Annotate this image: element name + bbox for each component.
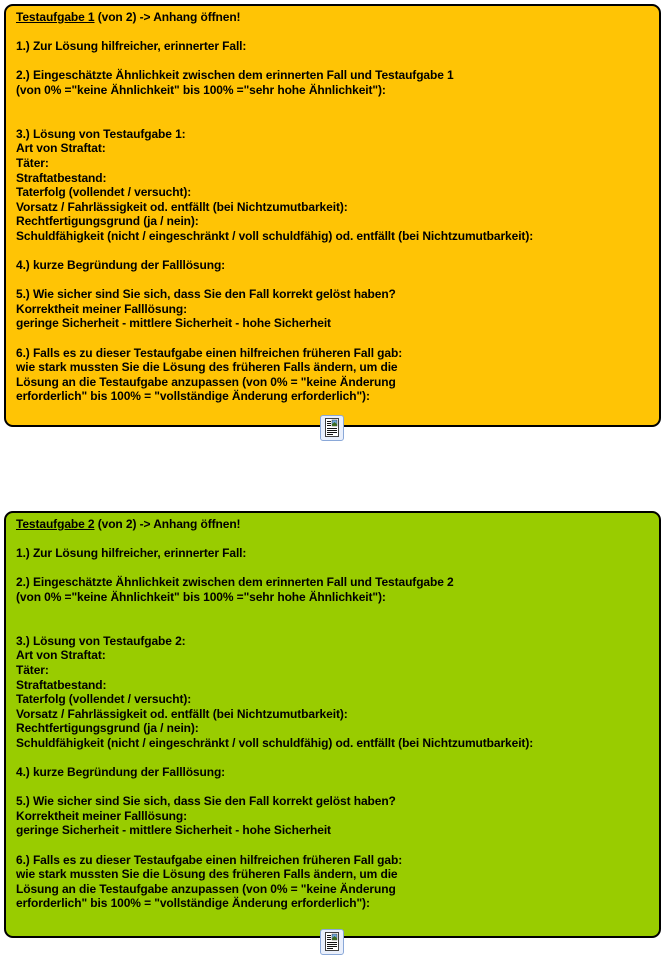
panel-title-rest: (von 2) -> Anhang öffnen!: [94, 10, 241, 24]
text-line: wie stark mussten Sie die Lösung des früheren Falls ändern, um die: [16, 867, 398, 882]
text-line: Korrektheit meiner Falllösung:: [16, 301, 188, 316]
document-attachment-icon: [320, 929, 344, 955]
panel-title-link: Testaufgabe 1: [16, 10, 95, 24]
testaufgabe-2-panel: [4, 511, 661, 938]
text-line: (von 0% ="keine Ähnlichkeit" bis 100% ="sehr hohe Ähnlichkeit"):: [16, 82, 386, 97]
text-line: Art von Straftat:: [16, 648, 106, 663]
text-line: Vorsatz / Fahrlässigkeit od. entfällt (bei Nichtzumutbarkeit):: [16, 199, 348, 214]
attachment-object-2[interactable]: [320, 929, 344, 955]
text-line: 5.) Wie sicher sind Sie sich, dass Sie den Fall korrekt gelöst haben?: [16, 794, 396, 809]
text-line: [16, 112, 649, 127]
text-line: Straftatbestand:: [16, 170, 107, 185]
text-line: [16, 244, 649, 259]
text-line: [16, 25, 649, 40]
text-line: Taterfolg (vollendet / versucht):: [16, 692, 192, 707]
text-line: [16, 98, 649, 113]
text-line: 3.) Lösung von Testaufgabe 1:: [16, 126, 186, 141]
text-line: geringe Sicherheit - mittlere Sicherheit - hohe Sicherheit: [16, 316, 331, 331]
text-line: [16, 619, 649, 634]
panel-body-lines: [16, 25, 649, 404]
text-line: geringe Sicherheit - mittlere Sicherheit - hohe Sicherheit: [16, 823, 331, 838]
text-line: Vorsatz / Fahrlässigkeit od. entfällt (bei Nichtzumutbarkeit):: [16, 706, 348, 721]
text-line: [16, 331, 649, 346]
text-line: [16, 54, 649, 69]
text-line: 6.) Falls es zu dieser Testaufgabe einen hilfreichen früheren Fall gab:: [16, 852, 403, 867]
panel-body-lines: [16, 532, 649, 911]
text-line: Korrektheit meiner Falllösung:: [16, 808, 188, 823]
text-line: (von 0% ="keine Ähnlichkeit" bis 100% ="sehr hohe Ähnlichkeit"):: [16, 589, 386, 604]
text-line: [16, 561, 649, 576]
text-line: Lösung an die Testaufgabe anzupassen (von 0% = "keine Änderung: [16, 374, 396, 389]
text-line: Täter:: [16, 155, 49, 170]
text-line: wie stark mussten Sie die Lösung des früheren Falls ändern, um die: [16, 360, 398, 375]
text-line: 3.) Lösung von Testaufgabe 2:: [16, 633, 186, 648]
text-line: Schuldfähigkeit (nicht / eingeschränkt / voll schuldfähig) od. entfällt (bei Nichtzumutbarkeit):: [16, 735, 534, 750]
text-line: 6.) Falls es zu dieser Testaufgabe einen hilfreichen früheren Fall gab:: [16, 345, 403, 360]
attachment-object-1[interactable]: [320, 415, 344, 441]
text-line: [16, 273, 649, 288]
document-attachment-icon: [320, 415, 344, 441]
text-line: erforderlich" bis 100% = "vollständige Änderung erforderlich"):: [16, 896, 370, 911]
text-line: Taterfolg (vollendet / versucht):: [16, 185, 192, 200]
text-line: Rechtfertigungsgrund (ja / nein):: [16, 214, 199, 229]
testaufgabe-1-panel: [4, 4, 661, 427]
text-line: Schuldfähigkeit (nicht / eingeschränkt / voll schuldfähig) od. entfällt (bei Nichtzumutbarkeit):: [16, 228, 534, 243]
text-line: 4.) kurze Begründung der Falllösung:: [16, 765, 226, 780]
text-line: 4.) kurze Begründung der Falllösung:: [16, 258, 226, 273]
text-line: 2.) Eingeschätzte Ähnlichkeit zwischen dem erinnerten Fall und Testaufgabe 1: [16, 68, 454, 83]
text-line: [16, 780, 649, 795]
text-line: [16, 751, 649, 766]
text-line: [16, 605, 649, 620]
text-line: 1.) Zur Lösung hilfreicher, erinnerter Fall:: [16, 39, 247, 54]
text-line: Täter:: [16, 662, 49, 677]
text-line: erforderlich" bis 100% = "vollständige Änderung erforderlich"):: [16, 389, 370, 404]
panel-title: [16, 10, 649, 25]
text-line: Lösung an die Testaufgabe anzupassen (von 0% = "keine Änderung: [16, 881, 396, 896]
panel-title-rest: (von 2) -> Anhang öffnen!: [94, 517, 241, 531]
text-line: [16, 532, 649, 547]
text-line: 2.) Eingeschätzte Ähnlichkeit zwischen dem erinnerten Fall und Testaufgabe 2: [16, 575, 454, 590]
text-line: 1.) Zur Lösung hilfreicher, erinnerter Fall:: [16, 546, 247, 561]
panel-title-link: Testaufgabe 2: [16, 517, 95, 531]
panel-title: [16, 517, 649, 532]
text-line: Straftatbestand:: [16, 677, 107, 692]
text-line: [16, 838, 649, 853]
text-line: 5.) Wie sicher sind Sie sich, dass Sie den Fall korrekt gelöst haben?: [16, 287, 396, 302]
text-line: Art von Straftat:: [16, 141, 106, 156]
text-line: Rechtfertigungsgrund (ja / nein):: [16, 721, 199, 736]
